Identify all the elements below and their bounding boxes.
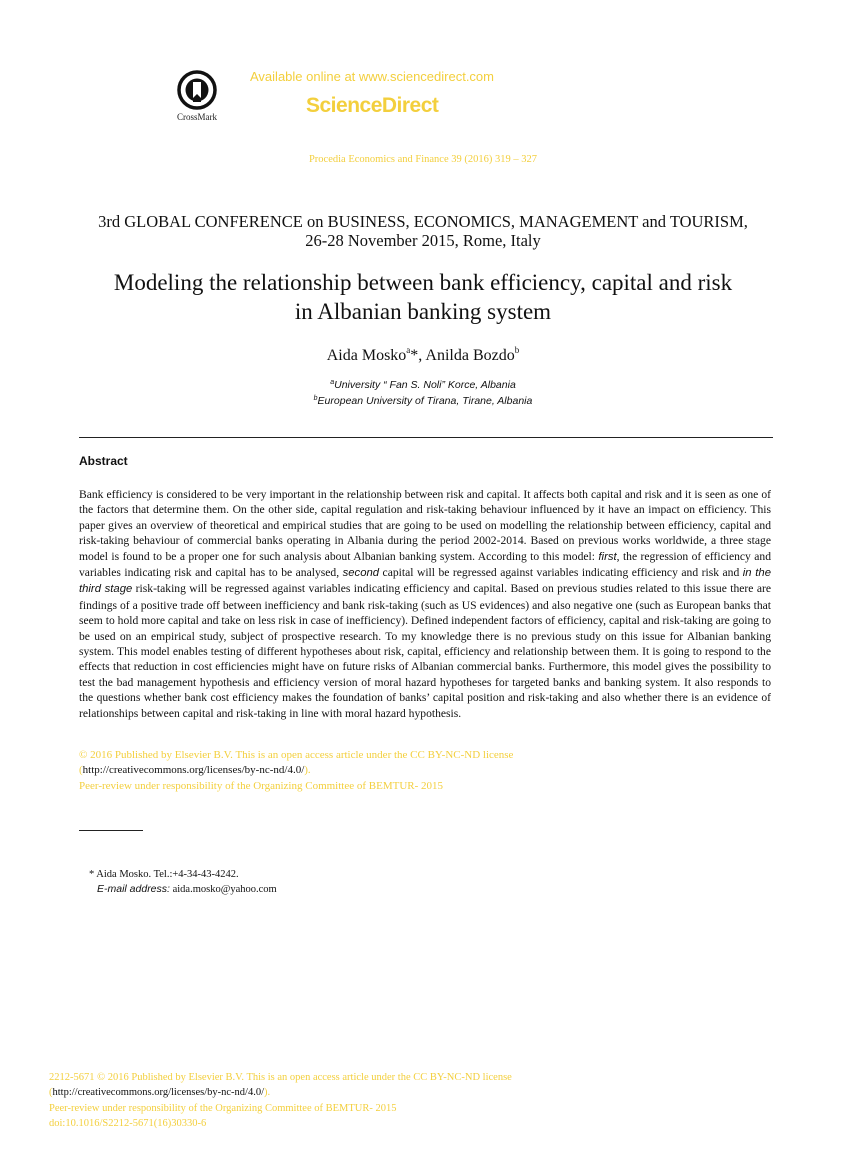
abstract-heading: Abstract	[79, 454, 128, 468]
page-footer	[49, 1070, 749, 1131]
affiliation-mark: b	[313, 395, 318, 402]
author-list	[0, 345, 846, 365]
sciencedirect-logo[interactable]: ScienceDirect	[306, 94, 439, 117]
affiliation-text: European University of Tirana, Tirane, Albania	[317, 395, 533, 407]
conference-info	[0, 212, 846, 250]
crossmark-label: CrossMark	[177, 112, 217, 122]
affiliation-mark: a	[330, 379, 335, 386]
license-notice	[79, 748, 779, 794]
footer-license-url-link[interactable]: http://creativecommons.org/licenses/by-nc-nd/4.0/	[52, 1087, 265, 1099]
affiliation-text: University “ Fan S. Noli” Korce, Albania	[334, 379, 516, 391]
affiliation-b	[0, 395, 846, 407]
conference-line-2: 26-28 November 2015, Rome, Italy	[305, 231, 541, 250]
abstract-text: Bank efficiency is considered to be very important in the relationship between risk and capital. It affects both capital and risk and it is seen as one of the factors that determine them. On the other side, capital regulation and risk-taking behaviour influenced by it have an impact on efficiency. This paper gives an overview of theoretical and empirical studies that are going to be used on modelling the relationship between efficiency, capital and risk-taking behaviour of commercial banks operating in Albania during the period 2002-2014. Based on previous works worldwide, a three stage model is found to be a proper one for such analysis about Albanian banking system. According to this model:	[79, 488, 771, 563]
footnote-contact: * Aida Mosko. Tel.:+4-34-43-4242.	[89, 869, 239, 880]
email-label: E-mail address:	[97, 883, 170, 895]
available-online-link[interactable]: Available online at www.sciencedirect.com	[250, 69, 494, 84]
paper-title	[0, 268, 846, 326]
license-url-link[interactable]: http://creativecommons.org/licenses/by-nc-nd/4.0/	[82, 764, 305, 777]
abstract-text: risk-taking will be regressed against variables indicating efficiency and capital. Based on previous studies related to this issue there are findings of a positive trade off between inefficiency and bank risk-taking (such as US evidences) and also negative one (such as European banks that seem to hold more capital and take on less risk in case of inefficiency). Defined independent factors of efficiency, capital and risk-taking are going to be used on an empirical study, subject of prospective research. To my knowledge there is no previous study on this issue for Albanian banking system. This model enables testing of different hypotheses about risk, capital, efficiency and relationship between them. It is going to respond to the effects that reduction in cost efficiencies might have on future risks of Albanian commercial banks. Furthermore, this model gives the possibility to test the bad management hypothesis and efficiency version of moral hazard hypotheses for targeted banks and banking system. It also responds to the questions whether bank cost efficiency makes the foundation of banks’ capital position and risk-taking and also whether there is an evidence of relationships between capital and risk-taking in line with moral hazard hypothesis.	[79, 582, 771, 720]
corresponding-author-footnote	[89, 867, 277, 897]
license-line-3: Peer-review under responsibility of the Organizing Committee of BEMTUR- 2015	[79, 779, 444, 792]
header-divider	[79, 437, 773, 438]
title-line-2: in Albanian banking system	[294, 299, 552, 324]
affiliation-a	[0, 379, 846, 391]
crossmark-badge[interactable]	[170, 70, 224, 122]
license-line-1: © 2016 Published by Elsevier B.V. This is an open access article under the CC BY-NC-ND license	[79, 749, 514, 761]
author-name: Aida Mosko	[326, 347, 407, 364]
footer-line-3: Peer-review under responsibility of the Organizing Committee of BEMTUR- 2015	[49, 1102, 397, 1114]
footer-line-2	[49, 1085, 749, 1100]
abstract-keyword: first	[598, 550, 617, 563]
author-affiliation-mark: a	[406, 345, 411, 355]
abstract-keyword: second	[342, 567, 380, 580]
corresponding-author-mark: *,	[410, 347, 426, 364]
journal-reference: Procedia Economics and Finance 39 (2016) 319 – 327	[308, 154, 538, 165]
conference-line-1: 3rd GLOBAL CONFERENCE on BUSINESS, ECONOMICS, MANAGEMENT and TOURISM,	[98, 212, 748, 231]
license-line-2	[79, 763, 779, 778]
paren-open: (	[49, 1087, 53, 1099]
email-address[interactable]: aida.mosko@yahoo.com	[172, 884, 277, 895]
author-name: Anilda Bozdo	[425, 347, 515, 364]
paren-open: (	[79, 764, 83, 777]
paren-close: ).	[304, 764, 311, 777]
paren-close: ).	[264, 1087, 271, 1099]
abstract-body	[79, 487, 771, 721]
footnote-divider	[79, 830, 143, 831]
abstract-text: , the regression of efficiency and variables indicating risk and capital has to be analysed,	[79, 549, 771, 580]
abstract-keyword: in the third stage	[79, 567, 771, 596]
crossmark-icon	[177, 70, 217, 110]
footer-doi[interactable]: doi:10.1016/S2212-5671(16)30330-6	[49, 1117, 207, 1129]
author-affiliation-mark: b	[514, 345, 520, 355]
footnote-email	[89, 882, 277, 897]
title-line-1: Modeling the relationship between bank efficiency, capital and risk	[113, 270, 733, 295]
footer-line-1: 2212-5671 © 2016 Published by Elsevier B.V. This is an open access article under the CC BY-NC-ND license	[49, 1072, 512, 1083]
abstract-text: capital will be regressed against variables indicating efficiency and risk and	[379, 566, 743, 580]
